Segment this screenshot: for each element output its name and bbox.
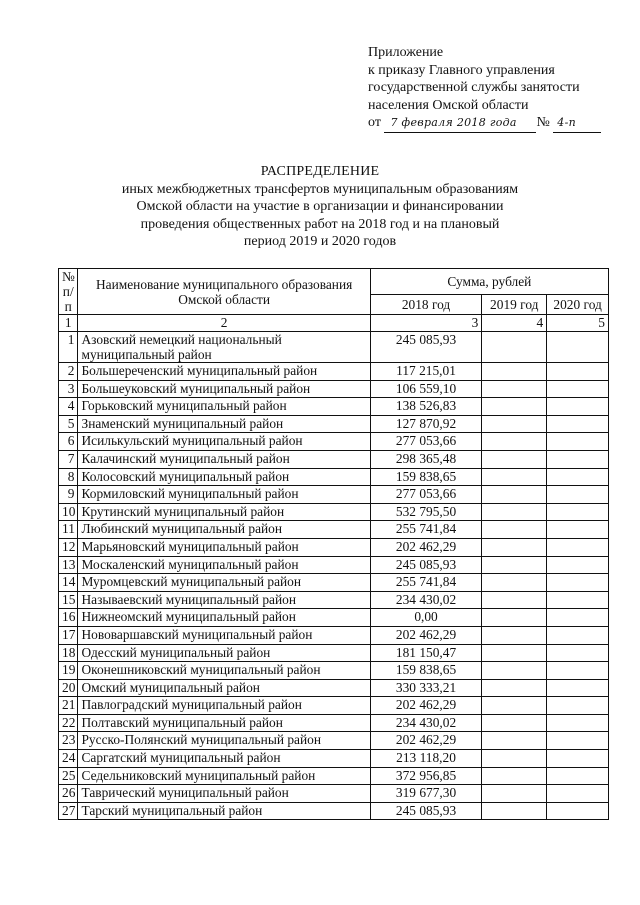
column-index-row: [59, 315, 609, 332]
amount-2020: [547, 486, 609, 504]
municipality-name: Знаменский муниципальный район: [78, 415, 370, 433]
amount-2020: [547, 626, 609, 644]
row-number: 4: [59, 398, 78, 416]
amount-2020: [547, 538, 609, 556]
table-row: [59, 767, 609, 785]
table-row: [59, 750, 609, 768]
row-number: 9: [59, 486, 78, 504]
amount-2019: [482, 662, 547, 680]
amount-2020: [547, 679, 609, 697]
municipality-name: Таврический муниципальный район: [78, 785, 370, 803]
amount-2018: 202 462,29: [370, 626, 482, 644]
row-number: 5: [59, 415, 78, 433]
municipality-name: Колосовский муниципальный район: [78, 468, 370, 486]
municipality-name: Нововаршавский муниципальный район: [78, 626, 370, 644]
table-row: [59, 363, 609, 381]
amount-2018: 202 462,29: [370, 732, 482, 750]
amount-2018: 255 741,84: [370, 574, 482, 592]
amount-2020: [547, 433, 609, 451]
amount-2019: [482, 732, 547, 750]
municipality-name: Называевский муниципальный район: [78, 591, 370, 609]
column-index: 5: [547, 315, 609, 332]
row-number: 18: [59, 644, 78, 662]
amount-2018: 330 333,21: [370, 679, 482, 697]
municipality-name: Полтавский муниципальный район: [78, 714, 370, 732]
amount-2018: 255 741,84: [370, 521, 482, 539]
amount-2020: [547, 609, 609, 627]
row-number: 2: [59, 363, 78, 381]
row-number: 26: [59, 785, 78, 803]
municipality-name: Муромцевский муниципальный район: [78, 574, 370, 592]
amount-2019: [482, 591, 547, 609]
municipality-name: Оконешниковский муниципальный район: [78, 662, 370, 680]
amount-2020: [547, 591, 609, 609]
amount-2020: [547, 380, 609, 398]
amount-2019: [482, 450, 547, 468]
amount-2019: [482, 468, 547, 486]
column-index: 2: [78, 315, 370, 332]
row-number: 6: [59, 433, 78, 451]
amount-2020: [547, 415, 609, 433]
amount-2019: [482, 398, 547, 416]
amount-2019: [482, 380, 547, 398]
amount-2020: [547, 662, 609, 680]
from-label: от: [368, 115, 381, 130]
column-index: 1: [59, 315, 78, 332]
municipality-name: Горьковский муниципальный район: [78, 398, 370, 416]
amount-2020: [547, 521, 609, 539]
row-number: 23: [59, 732, 78, 750]
row-number: 15: [59, 591, 78, 609]
row-number: 25: [59, 767, 78, 785]
row-number: 1: [59, 332, 78, 363]
table-row: [59, 398, 609, 416]
amount-2020: [547, 450, 609, 468]
amount-2020: [547, 332, 609, 363]
column-index: 3: [370, 315, 482, 332]
amount-2018: 202 462,29: [370, 697, 482, 715]
appendix-line-4: населения Омской области: [368, 97, 529, 113]
municipality-name: Исилькульский муниципальный район: [78, 433, 370, 451]
table-row: [59, 732, 609, 750]
amount-2020: [547, 644, 609, 662]
row-number: 24: [59, 750, 78, 768]
appendix-line-3: государственной службы занятости: [368, 80, 580, 95]
amount-2020: [547, 802, 609, 820]
document-title: [100, 163, 540, 251]
table-row: [59, 380, 609, 398]
table-row: [59, 450, 609, 468]
table-row: [59, 644, 609, 662]
title-line-4: период 2019 и 2020 годов: [243, 234, 397, 249]
amount-2019: [482, 332, 547, 363]
amount-2019: [482, 714, 547, 732]
amount-2019: [482, 538, 547, 556]
amount-2018: 319 677,30: [370, 785, 482, 803]
table-row: [59, 785, 609, 803]
amount-2020: [547, 574, 609, 592]
amount-2018: 213 118,20: [370, 750, 482, 768]
amount-2020: [547, 767, 609, 785]
amount-2019: [482, 609, 547, 627]
amount-2018: 117 215,01: [370, 363, 482, 381]
amount-2018: 138 526,83: [370, 398, 482, 416]
amount-2018: 202 462,29: [370, 538, 482, 556]
handwritten-number: 4-п: [553, 114, 601, 133]
amount-2020: [547, 697, 609, 715]
amount-2018: 245 085,93: [370, 556, 482, 574]
table-row: [59, 802, 609, 820]
table-row: [59, 556, 609, 574]
table-row: [59, 697, 609, 715]
municipality-name: Большеуковский муниципальный район: [78, 380, 370, 398]
amount-2019: [482, 750, 547, 768]
header-name: Наименование муниципального образования Омской области: [78, 269, 370, 315]
order-date-number-line: [368, 114, 630, 133]
amount-2020: [547, 398, 609, 416]
municipality-name: Большереченский муниципальный район: [78, 363, 370, 381]
amount-2019: [482, 574, 547, 592]
row-number: 21: [59, 697, 78, 715]
title-line-3: проведения общественных работ на 2018 год и на плановый: [140, 216, 500, 232]
distribution-table: [58, 268, 609, 820]
table-row: [59, 415, 609, 433]
amount-2019: [482, 433, 547, 451]
municipality-name: Тарский муниципальный район: [78, 802, 370, 820]
amount-2019: [482, 415, 547, 433]
amount-2020: [547, 785, 609, 803]
municipality-name: Нижнеомский муниципальный район: [78, 609, 370, 627]
handwritten-date: 7 февраля 2018 года: [384, 114, 536, 133]
amount-2019: [482, 679, 547, 697]
row-number: 14: [59, 574, 78, 592]
table-row: [59, 521, 609, 539]
row-number: 20: [59, 679, 78, 697]
header-num: № п/п: [59, 269, 78, 315]
table-row: [59, 486, 609, 504]
table-row: [59, 609, 609, 627]
amount-2020: [547, 750, 609, 768]
appendix-block: [368, 44, 630, 133]
amount-2019: [482, 767, 547, 785]
row-number: 22: [59, 714, 78, 732]
amount-2018: 277 053,66: [370, 433, 482, 451]
row-number: 17: [59, 626, 78, 644]
row-number: 27: [59, 802, 78, 820]
row-number: 10: [59, 503, 78, 521]
row-number: 19: [59, 662, 78, 680]
amount-2018: 277 053,66: [370, 486, 482, 504]
table-row: [59, 679, 609, 697]
title-line-1: иных межбюджетных трансфертов муниципальным образованиям: [121, 181, 519, 197]
municipality-name: Саргатский муниципальный район: [78, 750, 370, 768]
amount-2018: 234 430,02: [370, 714, 482, 732]
table-row: [59, 662, 609, 680]
amount-2018: 532 795,50: [370, 503, 482, 521]
municipality-name: Азовский немецкий национальный муниципальный район: [78, 332, 370, 363]
amount-2019: [482, 697, 547, 715]
number-label: №: [536, 115, 550, 130]
amount-2018: 298 365,48: [370, 450, 482, 468]
amount-2019: [482, 802, 547, 820]
amount-2018: 0,00: [370, 609, 482, 627]
table-row: [59, 538, 609, 556]
amount-2018: 234 430,02: [370, 591, 482, 609]
header-2018: 2018 год: [370, 295, 482, 315]
municipality-name: Омский муниципальный район: [78, 679, 370, 697]
municipality-name: Русско-Полянский муниципальный район: [78, 732, 370, 750]
row-number: 8: [59, 468, 78, 486]
table-row: [59, 503, 609, 521]
municipality-name: Павлоградский муниципальный район: [78, 697, 370, 715]
amount-2019: [482, 644, 547, 662]
table-row: [59, 626, 609, 644]
amount-2018: 372 956,85: [370, 767, 482, 785]
amount-2019: [482, 363, 547, 381]
amount-2019: [482, 521, 547, 539]
row-number: 13: [59, 556, 78, 574]
row-number: 3: [59, 380, 78, 398]
amount-2018: 127 870,92: [370, 415, 482, 433]
title-line-2: Омской области на участие в организации и финансировании: [136, 199, 504, 214]
municipality-name: Любинский муниципальный район: [78, 521, 370, 539]
amount-2019: [482, 785, 547, 803]
row-number: 7: [59, 450, 78, 468]
amount-2019: [482, 486, 547, 504]
title-main: РАСПРЕДЕЛЕНИЕ: [260, 164, 380, 179]
row-number: 11: [59, 521, 78, 539]
municipality-name: Одесский муниципальный район: [78, 644, 370, 662]
amount-2019: [482, 626, 547, 644]
appendix-line-2: к приказу Главного управления: [368, 62, 555, 78]
amount-2018: 159 838,65: [370, 662, 482, 680]
amount-2020: [547, 468, 609, 486]
appendix-line-1: Приложение: [368, 45, 444, 60]
table-row: [59, 332, 609, 363]
amount-2018: 181 150,47: [370, 644, 482, 662]
header-sum: Сумма, рублей: [370, 269, 608, 295]
municipality-name: Калачинский муниципальный район: [78, 450, 370, 468]
municipality-name: Москаленский муниципальный район: [78, 556, 370, 574]
amount-2020: [547, 714, 609, 732]
amount-2020: [547, 556, 609, 574]
header-2020: 2020 год: [547, 295, 609, 315]
row-number: 16: [59, 609, 78, 627]
table-row: [59, 468, 609, 486]
amount-2018: 245 085,93: [370, 332, 482, 363]
amount-2020: [547, 732, 609, 750]
amount-2020: [547, 363, 609, 381]
amount-2020: [547, 503, 609, 521]
table-body: [59, 315, 609, 820]
amount-2019: [482, 503, 547, 521]
table-row: [59, 433, 609, 451]
table-row: [59, 714, 609, 732]
amount-2018: 159 838,65: [370, 468, 482, 486]
table-row: [59, 591, 609, 609]
municipality-name: Марьяновский муниципальный район: [78, 538, 370, 556]
amount-2018: 245 085,93: [370, 802, 482, 820]
municipality-name: Кормиловский муниципальный район: [78, 486, 370, 504]
municipality-name: Седельниковский муниципальный район: [78, 767, 370, 785]
municipality-name: Крутинский муниципальный район: [78, 503, 370, 521]
table-row: [59, 574, 609, 592]
amount-2019: [482, 556, 547, 574]
amount-2018: 106 559,10: [370, 380, 482, 398]
row-number: 12: [59, 538, 78, 556]
header-2019: 2019 год: [482, 295, 547, 315]
column-index: 4: [482, 315, 547, 332]
